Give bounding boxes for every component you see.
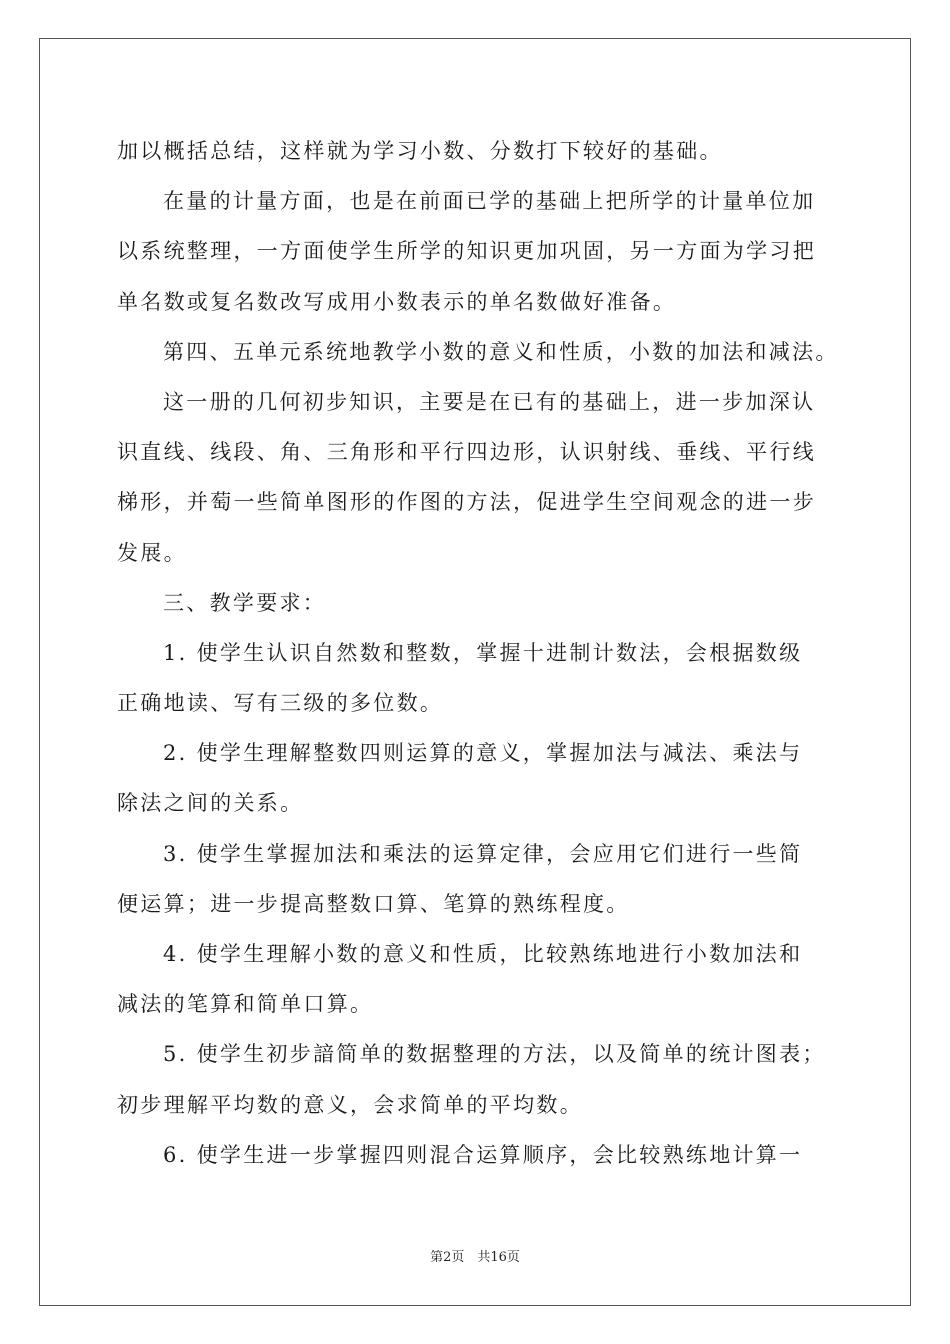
text-line-21: 6. 使学生进一步掌握四则混合运算顺序，会比较熟练地计算一: [163, 1142, 803, 1167]
page-number: 第2页 共16页: [430, 1250, 520, 1265]
text-line-5: 第四、五单元系统地教学小数的意义和性质，小数的加法和减法。: [163, 339, 839, 364]
text-line-20: 初步理解平均数的意义，会求简单的平均数。: [117, 1092, 583, 1117]
text-line-3: 以系统整理，一方面使学生所学的知识更加巩固，另一方面为学习把: [117, 239, 816, 264]
text-line-9: 发展。: [117, 540, 187, 565]
text-line-6: 这一册的几何初步知识，主要是在已有的基础上，进一步加深认: [163, 389, 816, 414]
text-line-17: 4. 使学生理解小数的意义和性质，比较熟练地进行小数加法和: [163, 942, 803, 966]
text-line-13: 2. 使学生理解整数四则运算的意义，掌握加法与减法、乘法与: [163, 741, 803, 766]
text-line-8: 梯形，并萄一些简单图形的作图的方法，促进学生空间观念的进一步: [117, 490, 816, 515]
document-body: [117, 126, 837, 1180]
text-line-19: 5. 使学生初步諳简单的数据整理的方法，以及简单的统计图表；: [163, 1042, 826, 1067]
text-line-1: 加以概括总结，这样就为学习小数、分数打下较好的基础。: [117, 139, 723, 163]
text-line-15: 3. 使学生掌握加法和乘法的运算定律，会应用它们进行一些简: [163, 841, 803, 866]
text-line-2: 在量的计量方面，也是在前面已学的基础上把所学的计量单位加: [163, 189, 816, 214]
text-line-12: 正确地读、写有三级的多位数。: [117, 691, 444, 716]
text-line-14: 除法之间的关系。: [117, 791, 304, 816]
text-line-16: 便运算；进一步提高整数口算、笔算的熟练程度。: [117, 891, 630, 916]
text-line-18: 减法的笔算和简单口算。: [117, 992, 374, 1017]
text-line-11: 1. 使学生认识自然数和整数，掌握十进制计数法，会根据数级: [163, 640, 803, 665]
text-line-7: 识直线、线段、角、三角形和平行四边形，认识射线、垂线、平行线: [117, 440, 816, 465]
text-line-4: 单名数或复名数改写成用小数表示的单名数做好准备。: [117, 289, 677, 314]
section-heading: 三、教学要求：: [163, 590, 327, 615]
